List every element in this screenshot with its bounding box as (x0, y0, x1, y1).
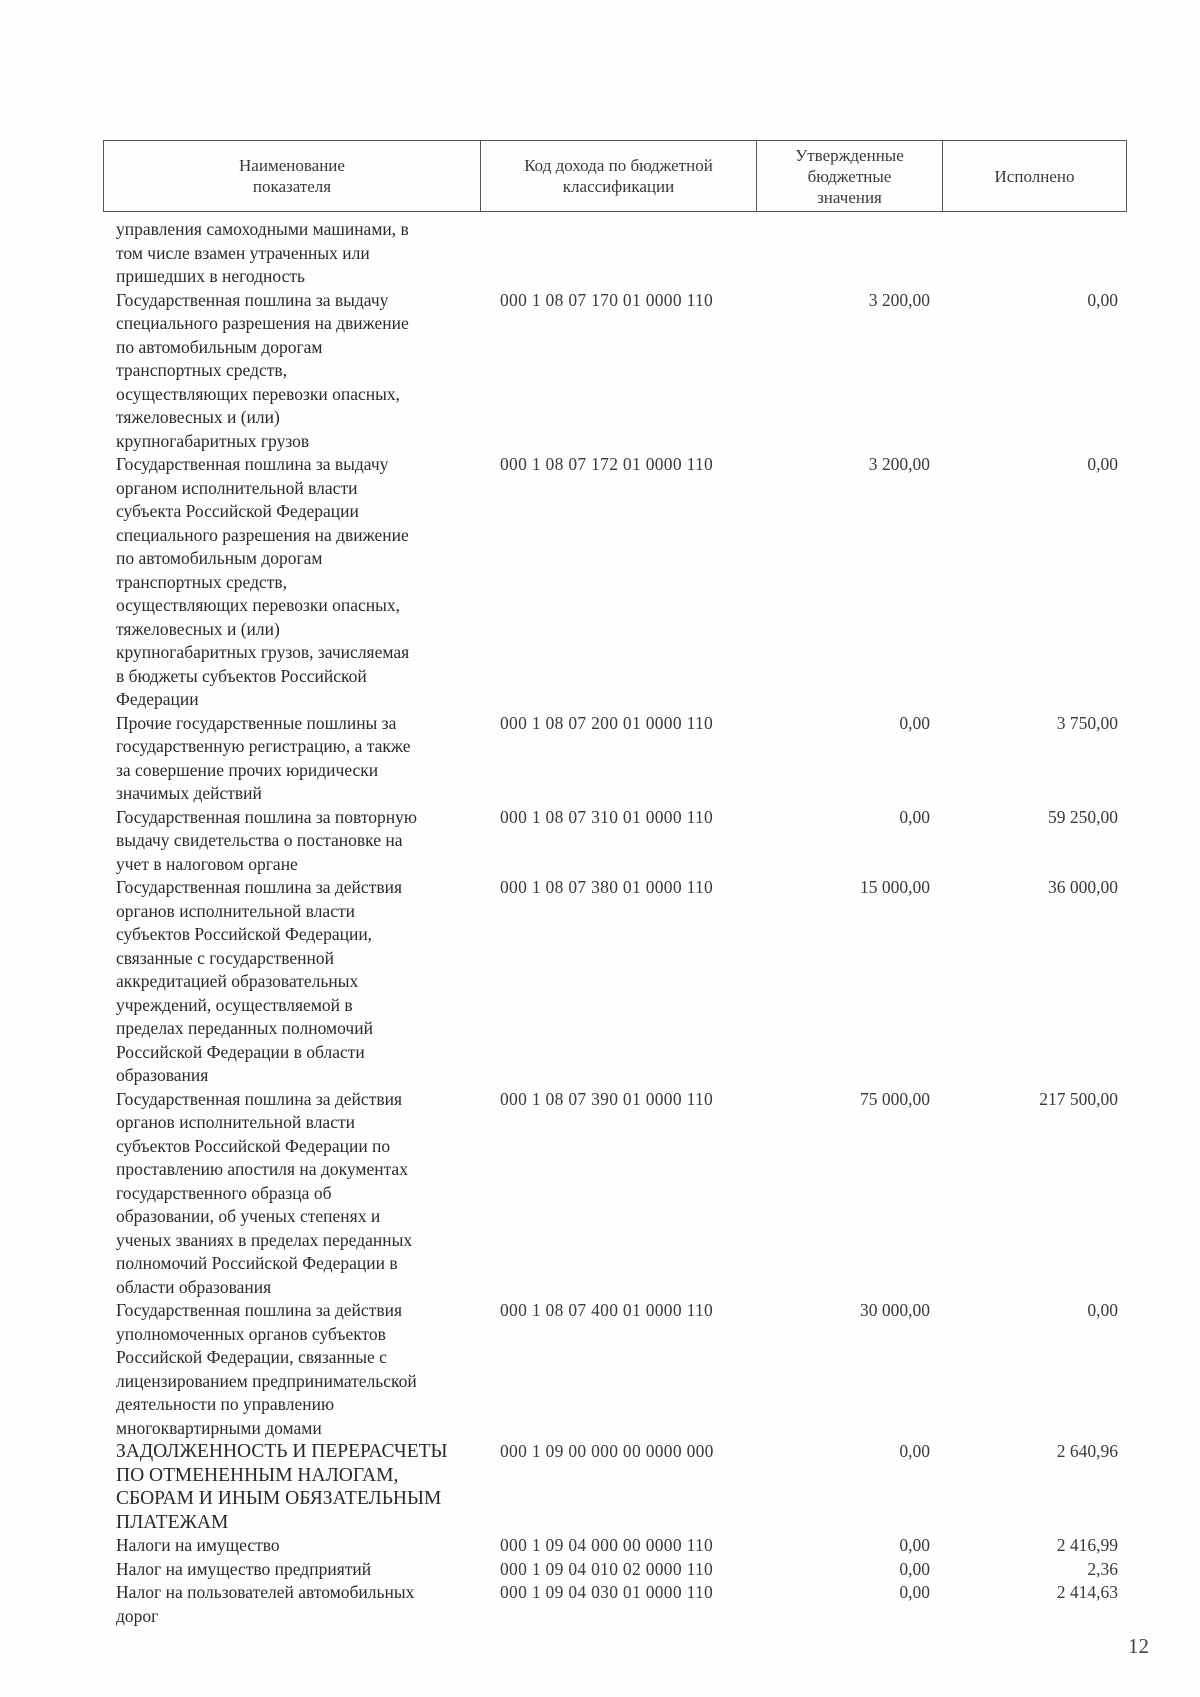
row-plan-value: 0,00 (899, 1582, 930, 1602)
row-name: Налог на пользователей автомобильных дорог (116, 1582, 415, 1626)
row-code: 000 1 08 07 380 01 0000 110 (500, 877, 714, 897)
row-name: Государственная пошлина за действия органов исполнительной власти субъектов Российской Федерации, связанные с государственной аккредитацией образовательных учреждений, осуществляемой в пределах переданных полномочий Российской Федерации в области образования (116, 877, 403, 1085)
page-number: 12 (1128, 1634, 1149, 1658)
row-name: Прочие государственные пошлины за государственную регистрацию, а также за совершение прочих юридически значимых действий (116, 712, 411, 803)
row-plan-value: 0,00 (899, 712, 930, 733)
row-code: 000 1 08 07 310 01 0000 110 (500, 806, 714, 827)
row-executed-value: 36 000,00 (1048, 877, 1118, 897)
row-executed-value: 2 640,96 (1056, 1441, 1118, 1461)
row-plan-value: 0,00 (899, 1535, 930, 1555)
row-code: 000 1 08 07 200 01 0000 110 (500, 712, 714, 733)
row-executed-value: 0,00 (1087, 454, 1118, 474)
row-name: Государственная пошлина за действия уполномоченных органов субъектов Российской Федерации, связанные с лицензированием предпринимательской деятельности по управлению многоквартирными домами (116, 1300, 417, 1438)
table-header (103, 140, 1127, 212)
row-code: 000 1 08 07 170 01 0000 110 (500, 289, 714, 310)
row-name: Государственная пошлина за действия органов исполнительной власти субъектов Российской Федерации по проставлению апостиля на документах государственного образца об образовании, об ученых степенях и ученых званиях в пределах переданных полномочий Российской Федерации в области образования (116, 1088, 413, 1297)
row-plan-value: 30 000,00 (860, 1300, 930, 1320)
row-plan-value: 75 000,00 (860, 1088, 930, 1109)
row-executed-value: 217 500,00 (1039, 1088, 1118, 1109)
row-name: Налоги на имущество (116, 1535, 280, 1555)
header-code: Код дохода по бюджетной классификации (481, 141, 757, 211)
header-name: Наименование показателя (104, 141, 481, 211)
row-name: Государственная пошлина за выдачу органом исполнительной власти субъекта Российской Федерации специального разрешения на движение по автомобильным дорогам транспортных средств, осуществляющих перевозки опасных, тяжеловесных и (или) крупногабаритных грузов, зачисляемая в бюджеты субъектов Российской Федерации (116, 454, 410, 709)
table-row (0, 876, 1200, 1088)
row-executed-value: 2 414,63 (1056, 1582, 1118, 1602)
row-executed-value: 3 750,00 (1056, 712, 1118, 733)
row-name: управления самоходными машинами, в том числе взамен утраченных или пришедших в негодность (116, 219, 409, 286)
header-plan: Утвержденные бюджетные значения (757, 141, 943, 211)
row-executed-value: 59 250,00 (1048, 806, 1118, 827)
table-row (0, 1581, 1200, 1628)
row-code: 000 1 08 07 400 01 0000 110 (500, 1300, 714, 1320)
row-executed-value: 2 416,99 (1056, 1535, 1118, 1555)
table-row (0, 453, 1200, 712)
row-plan-value: 0,00 (899, 1441, 930, 1461)
row-plan-value: 15 000,00 (860, 877, 930, 897)
table-row (0, 1440, 1200, 1534)
row-code: 000 1 09 04 010 02 0000 110 (500, 1558, 714, 1579)
table-row (0, 289, 1200, 454)
header-executed: Исполнено (994, 166, 1075, 186)
row-code: 000 1 09 04 030 01 0000 110 (500, 1582, 714, 1602)
row-name: Государственная пошлина за повторную выдачу свидетельства о постановке на учет в налоговом органе (116, 806, 417, 874)
table-body (0, 218, 1200, 1628)
row-executed-value: 0,00 (1087, 1300, 1118, 1320)
row-code: 000 1 08 07 390 01 0000 110 (500, 1088, 714, 1109)
row-name: Государственная пошлина за выдачу специального разрешения на движение по автомобильным дорогам транспортных средств, осуществляющих перевозки опасных, тяжеловесных и (или) крупногабаритных грузов (116, 289, 409, 451)
table-row (0, 806, 1200, 877)
table-row (0, 1534, 1200, 1558)
row-plan-value: 0,00 (899, 1558, 930, 1579)
table-row (0, 712, 1200, 806)
row-executed-value: 0,00 (1087, 289, 1118, 310)
table-row (0, 1088, 1200, 1300)
row-plan-value: 0,00 (899, 806, 930, 827)
row-plan-value: 3 200,00 (868, 289, 930, 310)
row-code: 000 1 09 04 000 00 0000 110 (500, 1535, 714, 1555)
row-code: 000 1 08 07 172 01 0000 110 (500, 454, 714, 474)
row-plan-value: 3 200,00 (868, 454, 930, 474)
table-row (0, 218, 1200, 289)
table-row (0, 1558, 1200, 1582)
row-executed-value: 2,36 (1087, 1558, 1118, 1579)
row-code: 000 1 09 00 000 00 0000 000 (500, 1441, 714, 1461)
table-row (0, 1299, 1200, 1440)
row-name: Налог на имущество предприятий (116, 1558, 372, 1579)
row-name: ЗАДОЛЖЕННОСТЬ И ПЕРЕРАСЧЕТЫ ПО ОТМЕНЕННЫМ НАЛОГАМ, СБОРАМ И ИНЫМ ОБЯЗАТЕЛЬНЫМ ПЛАТЕЖАМ (116, 1441, 448, 1533)
